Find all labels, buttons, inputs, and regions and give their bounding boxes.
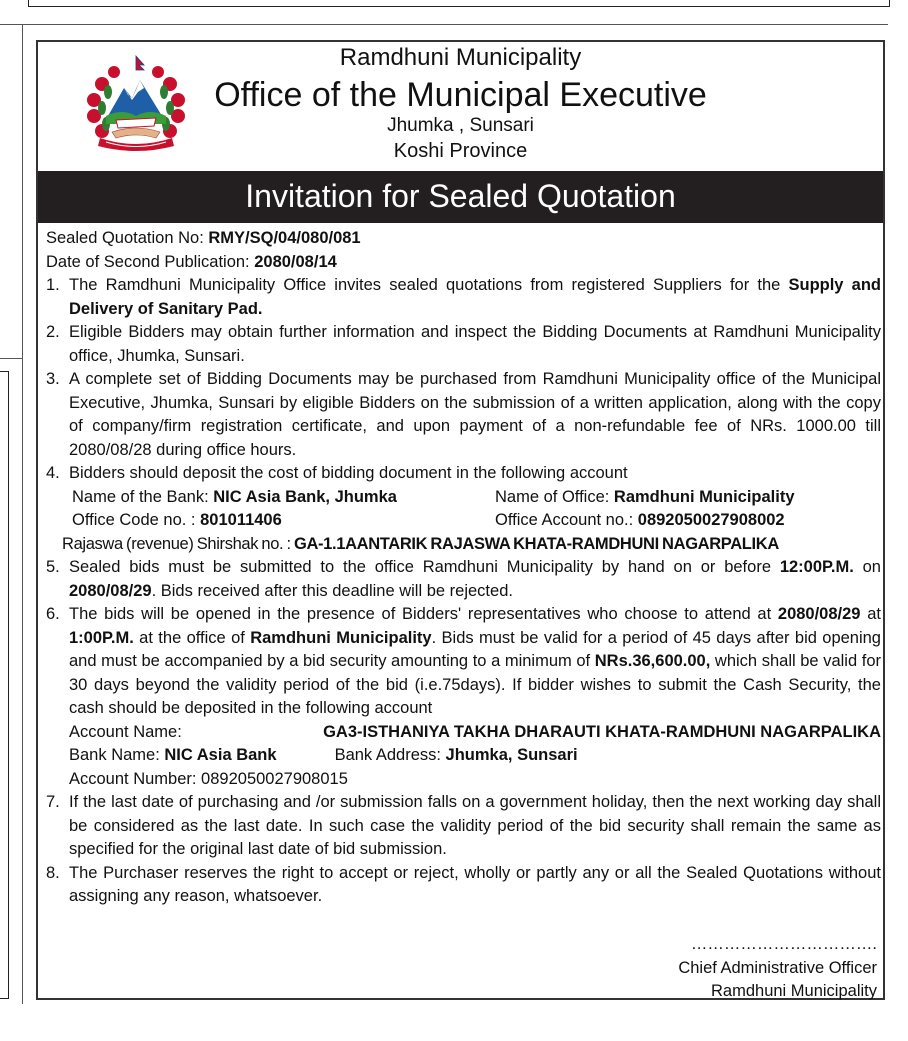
quotation-number: RMY/SQ/04/080/081 — [208, 229, 361, 247]
notice-title: Invitation for Sealed Quotation — [38, 171, 883, 223]
adjacent-notice-border-top — [28, 0, 890, 7]
column-divider-top — [0, 24, 888, 25]
column-divider-left-notch — [0, 358, 22, 359]
column-divider-left — [22, 24, 23, 1004]
signatory-org: Ramdhuni Municipality — [711, 982, 877, 1000]
bank-details-row-2: Office Code no. : 801011406 Office Account no.: 0892050027908002 — [72, 511, 785, 529]
clause-8: 8. The Purchaser reserves the right to accept or reject, wholly or partly any or all the Sealed Quotations without assigning any reason, whatsoever. — [46, 863, 881, 905]
office-location: Jhumka , Sunsari — [387, 115, 534, 136]
adjacent-notice-border-left — [0, 371, 9, 999]
clause-6: 6. The bids will be opened in the presence of Bidders' representatives who choose to attend at 2080/08/29 at 1:00P.M. at the office of Ramdhuni Municipality. Bids must be valid for a period of 45 days after bid opening and must be accompanied by a bid security amounting to a minimum of NRs.36,600.00, which shall be valid for 30 days beyond the validity period of the bid (i.e.75days). If bidder wishes to submit the Cash Security, the cash should be deposited in the following account Account Name: GA3-ISTHANIYA TAKHA DHARAUTI KHATA-RAMDHUNI NAGARPALIKA Bank Name: NIC Asia Bank Bank Address: Jhumka, Sunsari Account Number: 0892050027908015 — [46, 603, 881, 791]
publication-date: 2080/08/14 — [254, 252, 337, 271]
clause-5: 5. Sealed bids must be submitted to the office Ramdhuni Municipality by hand on or before 12:00P.M. on 2080/08/29. Bids received after this deadline will be rejected. — [46, 558, 881, 600]
clause-1: 1. The Ramdhuni Municipality Office invites sealed quotations from registered Suppliers for the Supply and Delivery of Sanitary Pad. — [46, 276, 881, 318]
deposit-account-name: Account Name: GA3-ISTHANIYA TAKHA DHARAUTI KHATA-RAMDHUNI NAGARPALIKA — [69, 722, 881, 741]
clause-4: 4. Bidders should deposit the cost of bidding document in the following account — [46, 464, 628, 482]
province-name: Koshi Province — [393, 140, 528, 162]
quotation-notice — [36, 40, 885, 1000]
deposit-bank-line: Bank Name: NIC Asia Bank Bank Address: Jhumka, Sunsari — [69, 746, 578, 764]
quotation-number-line: Sealed Quotation No: RMY/SQ/04/080/081 — [46, 229, 361, 247]
signature-dots: ……………………………. — [690, 935, 877, 953]
clause-7: 7. If the last date of purchasing and /or submission falls on a government holiday, then the next working day shall be considered as the last date. In such case the validity period of the bid security shall remain the same as specified for the original last date of bid submission. — [46, 793, 881, 858]
notice-body — [46, 227, 881, 909]
bank-details-row-1: Name of the Bank: NIC Asia Bank, Jhumka Name of Office: Ramdhuni Municipality — [72, 487, 795, 506]
clause-2: 2. Eligible Bidders may obtain further information and inspect the Bidding Documents at Ramdhuni Municipality office, Jhumka, Sunsari. — [46, 323, 881, 365]
signatory-title: Chief Administrative Officer — [678, 958, 877, 977]
revenue-row: Rajaswa (revenue) Shirshak no. : GA-1.1AANTARIK RAJASWA KHATA-RAMDHUNI NAGARPALIKA — [62, 534, 779, 553]
municipality-name: Ramdhuni Municipality — [339, 44, 582, 71]
publication-date-line: Date of Second Publication: 2080/08/14 — [46, 252, 337, 271]
clause-3: 3. A complete set of Bidding Documents may be purchased from Ramdhuni Municipality office of the Municipal Executive, Jhumka, Sunsari by eligible Bidders on the submission of a written application, along with the copy of company/firm registration certificate, and upon payment of a non-refundable fee of NRs. 1000.00 till 2080/08/28 during office hours. — [46, 370, 881, 459]
deposit-account-number: Account Number: 0892050027908015 — [69, 769, 348, 788]
signature-block — [678, 933, 877, 1004]
office-name: Office of the Municipal Executive — [214, 76, 707, 114]
